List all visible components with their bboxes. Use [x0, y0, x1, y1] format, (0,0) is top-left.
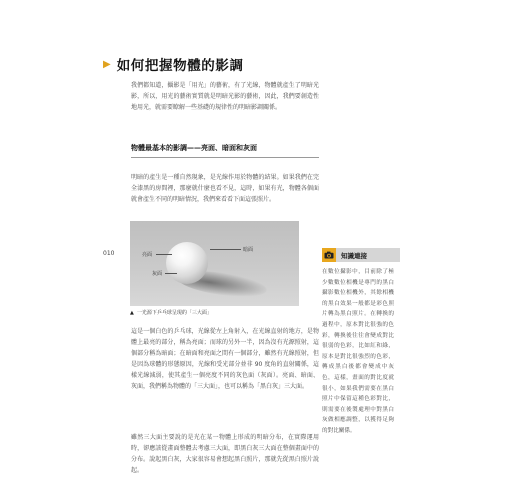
label-dark-face: 暗面	[243, 247, 254, 253]
caption-marker-icon: ▲	[130, 309, 134, 316]
photo-explanation-paragraph: 這是一個白色的乒乓球，光線從左上角射入，在光線直射的地方，是物體上最亮的部分，稱為亮面；而球的另外一半，因為沒有光源照射，這個部分稱為暗面；在暗面和亮面之間有一個部分，雖然有光線照射，但是因為球體的形態原因，光線和受光部分並非 90 度角的直射關係，這樣光線減弱，使其產生一個亮度不同的灰色面（灰面）。亮面、暗面、灰面，我們稱為物體的「三大面」，也可以稱為「黑白灰」三大面。	[131, 328, 319, 390]
leader-line-dark	[210, 249, 241, 250]
page-number: 010	[103, 250, 115, 257]
chapter-title-row	[103, 54, 244, 74]
ping-pong-ball	[166, 242, 208, 284]
label-gray-face: 灰面	[152, 271, 163, 277]
photo-caption	[130, 309, 212, 316]
ping-pong-ball-photo	[130, 221, 299, 306]
leader-line-bright	[156, 254, 172, 255]
camera-icon	[322, 248, 336, 262]
caption-text: 一光源下乒乓球呈現的「三大面」	[136, 310, 212, 316]
title-marker-icon: ▶	[103, 58, 111, 70]
intro-paragraph: 我們都知道，攝影是「用光」的藝術，有了光線，物體就產生了明暗光影，所以，用光的藝術實質就是明暗光影的藝術，因此，我們要創造性地用光，就需要瞭解一些基礎的規律性的明暗影調關係。	[131, 82, 319, 111]
leader-line-gray	[165, 273, 177, 274]
knowledge-link-title: 知識連接	[341, 251, 367, 260]
label-bright-face: 亮面	[142, 252, 153, 258]
section-paragraph: 明暗的產生是一種自然現象，是光線作用於物體的結果。如果我們在完全漆黑的房間裡，那麼就什麼也看不見，這時，如果有光，物體各個面就會產生不同的明暗情況，我們來看看下面這張照片。	[131, 174, 319, 203]
knowledge-link-text: 在數位攝影中，目前除了極少數數位相機是專門的黑白攝影數位相機外，其餘相機的黑白效果一般都是彩色照片轉為黑白照片。在轉換的過程中，原本對比很強的色彩，轉換後往往會變成對比很弱的色彩，比如紅和綠，原本是對比很強烈的色彩，轉成黑白後都會變成中灰色，這樣，畫面的對比度就很小，如果我們需要在黑白照片中保留這種色彩對比，則需要在後製處理中對黑白灰做相應調整，以獲得足夠的對比關係。	[322, 269, 394, 434]
page-title: 如何把握物體的影調	[116, 58, 244, 74]
closing-paragraph: 雖然三大面主要說的是光在某一物體上形成的明暗分布，在實際運用時，卻應該從畫面整體去考慮三大面，即黑白灰三大面在整個畫面中的分布。說起黑白灰，大家很容易會想起黑白照片，那就先從黑白照片說起。	[131, 434, 319, 474]
section-heading: 物體最基本的影調——亮面、暗面和灰面	[131, 143, 319, 158]
knowledge-link-header	[322, 248, 400, 262]
